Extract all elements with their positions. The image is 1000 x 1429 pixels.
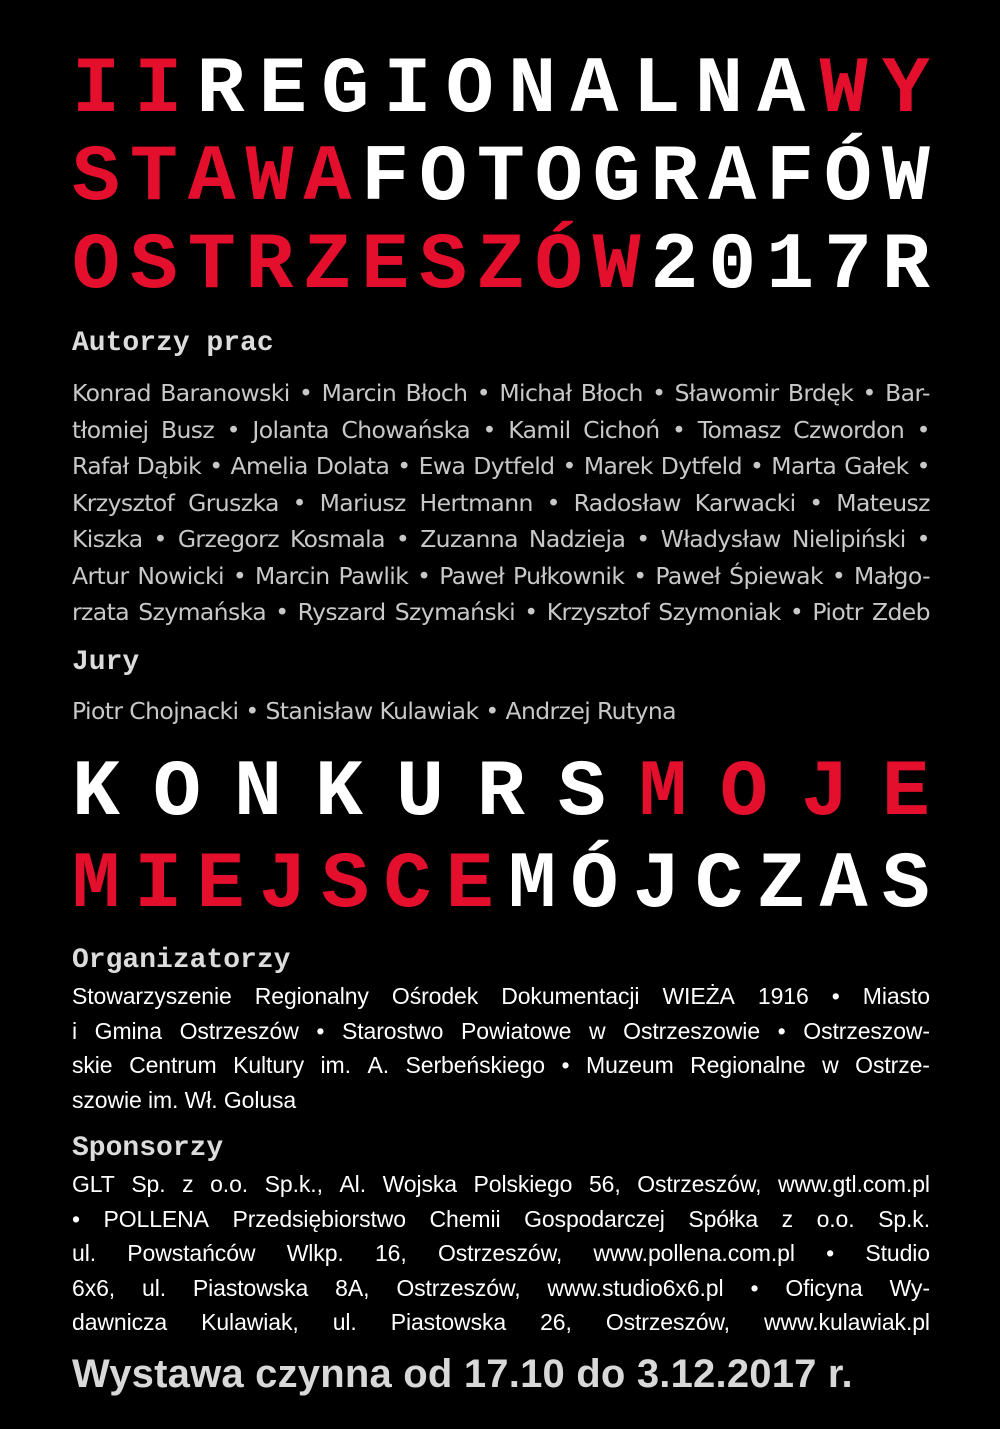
word: Studio xyxy=(865,1240,930,1266)
title-letter: A xyxy=(708,133,757,224)
organizers-line: szowie im. Wł. Golusa xyxy=(72,1086,297,1113)
word: Serbeńskiego xyxy=(405,1052,545,1078)
title-letter: W xyxy=(819,45,868,136)
word: dawnicza xyxy=(72,1309,168,1335)
sponsors-list xyxy=(72,1167,930,1340)
word: Michał xyxy=(499,379,572,407)
word: Amelia xyxy=(230,452,308,480)
title-letter: Z xyxy=(757,840,806,931)
title-letter: W xyxy=(245,133,294,224)
word: • xyxy=(153,525,167,553)
word: www.kulawiak.pl xyxy=(764,1309,930,1335)
title-letter: N xyxy=(233,748,282,839)
word: Gałek xyxy=(844,452,909,480)
word: Marek xyxy=(583,452,653,480)
word: Dytfeld xyxy=(660,452,742,480)
word: Marta xyxy=(771,452,837,480)
word: Krzysztof xyxy=(72,488,175,517)
title-row-3 xyxy=(72,221,930,312)
word: Powiatowe xyxy=(461,1017,572,1044)
word: Władysław xyxy=(660,525,781,553)
title-letter: S xyxy=(129,221,178,312)
word: Ostrzeszów, xyxy=(437,1240,563,1266)
word: • xyxy=(232,561,247,590)
word: • xyxy=(226,415,240,444)
word: w xyxy=(589,1017,606,1044)
sponsors-heading: Sponsorzy xyxy=(72,1133,224,1164)
title-letter: S xyxy=(557,748,606,839)
title-letter: G xyxy=(321,45,370,136)
word: Zuzanna xyxy=(420,525,518,553)
word: Kosmala xyxy=(290,525,385,553)
word: • xyxy=(636,525,650,553)
word: Marcin xyxy=(321,379,397,407)
title-letter: E xyxy=(881,748,930,839)
word: Chemii xyxy=(429,1205,501,1232)
word: Nowicki xyxy=(137,561,224,590)
authors-list xyxy=(72,375,930,631)
word: Pułkownik xyxy=(513,561,625,590)
word: POLLENA xyxy=(103,1205,209,1232)
title-letter: A xyxy=(187,133,236,224)
authors-line xyxy=(72,594,930,631)
title-letter: U xyxy=(395,748,444,839)
word: Ostrzeszów, xyxy=(396,1274,521,1301)
word: Rafał xyxy=(72,452,129,480)
title-letter: J xyxy=(632,840,681,931)
word: 6x6, xyxy=(72,1274,116,1301)
authors-line xyxy=(72,448,930,485)
title-letter: Z xyxy=(303,221,352,312)
word: Powstańców xyxy=(127,1240,256,1266)
word: Karwacki xyxy=(694,488,796,517)
word: Pawlik xyxy=(338,561,409,590)
word: Wy- xyxy=(889,1274,930,1301)
word: im. xyxy=(320,1052,351,1078)
word: A. xyxy=(367,1052,389,1078)
title-letter: N xyxy=(694,45,743,136)
word: • xyxy=(750,1274,759,1301)
poster xyxy=(72,45,930,1396)
word: Jolanta xyxy=(252,415,329,444)
jury-list: Piotr Chojnacki • Stanisław Kulawiak • Andrzej Rutyna xyxy=(72,696,676,725)
word: GLT xyxy=(72,1171,115,1197)
authors-heading: Autorzy prac xyxy=(72,328,274,359)
word: www.pollena.com.pl xyxy=(593,1240,795,1266)
word: Wojska xyxy=(382,1171,457,1197)
title-row-1 xyxy=(72,45,930,136)
word: www.gtl.com.pl xyxy=(777,1171,930,1197)
word: Błoch xyxy=(580,379,643,407)
word: • xyxy=(671,415,686,444)
title-row-2 xyxy=(72,133,930,224)
word: • xyxy=(417,561,431,590)
word: rzata xyxy=(72,598,130,626)
word: ul. xyxy=(142,1274,166,1301)
authors-line xyxy=(72,521,930,558)
word: ul. xyxy=(72,1240,96,1266)
organizers-line xyxy=(72,1048,930,1083)
title-letter: I xyxy=(134,840,183,931)
title-letter: M xyxy=(72,840,121,931)
title-letter: R xyxy=(650,133,699,224)
organizers-line xyxy=(72,979,930,1014)
sponsors-line xyxy=(72,1167,930,1202)
title-letter: M xyxy=(638,748,687,839)
word: Przedsiębiorstwo xyxy=(232,1205,406,1232)
authors-line xyxy=(72,375,930,412)
contest-row-1 xyxy=(72,748,930,839)
word: Zdeb xyxy=(871,598,930,626)
word: 26, xyxy=(540,1309,572,1335)
word: Ośrodek xyxy=(391,983,479,1009)
word: Tomasz xyxy=(697,415,781,444)
title-letter: E xyxy=(196,840,245,931)
word: Śpiewak xyxy=(729,561,823,590)
word: z xyxy=(182,1171,194,1197)
exhibition-dates: Wystawa czynna od 17.10 do 3.12.2017 r. xyxy=(72,1351,853,1396)
title-letter: Y xyxy=(881,45,930,136)
authors-line xyxy=(72,558,930,595)
word: 8A, xyxy=(335,1274,370,1301)
word: 1916 xyxy=(757,983,809,1009)
word: WIEŻA xyxy=(662,983,735,1009)
word: • xyxy=(275,598,289,626)
title-letter: K xyxy=(72,748,121,839)
word: Cichoń xyxy=(583,415,660,444)
word: Regionalne xyxy=(690,1052,806,1078)
word: • xyxy=(561,1052,570,1078)
jury-heading: Jury xyxy=(72,646,140,678)
word: w xyxy=(822,1052,839,1078)
word: Muzeum xyxy=(586,1052,674,1078)
word: Artur xyxy=(72,561,129,590)
title-letter: S xyxy=(419,221,468,312)
word: • xyxy=(292,488,306,517)
word: • xyxy=(72,1205,80,1232)
word: Hertmann xyxy=(419,488,533,517)
word: • xyxy=(809,488,823,517)
word: Gmina xyxy=(94,1017,162,1044)
title-letter: J xyxy=(258,840,307,931)
word: Sp. xyxy=(131,1171,166,1197)
word: Mariusz xyxy=(319,488,406,517)
word: • xyxy=(395,525,410,553)
word: 16, xyxy=(374,1240,407,1266)
word: Krzysztof xyxy=(546,598,650,626)
title-letter: R xyxy=(245,221,294,312)
word: Szymańska xyxy=(138,598,266,626)
word: Kamil xyxy=(508,415,571,444)
title-letter: L xyxy=(632,45,681,136)
word: • xyxy=(916,415,930,444)
title-letter: O xyxy=(72,221,121,312)
word: • xyxy=(209,452,223,480)
title-letter: O xyxy=(152,748,201,839)
word: Spółka xyxy=(688,1205,759,1232)
word: 56, xyxy=(588,1171,621,1197)
word: ul. xyxy=(332,1309,357,1335)
word: Szymoniak xyxy=(658,598,781,626)
title-letter: Ó xyxy=(534,221,583,312)
title-letter: R xyxy=(196,45,245,136)
word: Chowańska xyxy=(341,415,471,444)
word: Ostrzeszów, xyxy=(637,1171,762,1197)
word: Piastowska xyxy=(390,1309,507,1335)
word: Ewa xyxy=(418,452,466,480)
word: Czwordon xyxy=(793,415,905,444)
word: • xyxy=(476,379,491,407)
word: Gospodarczej xyxy=(524,1205,665,1232)
organizers-list xyxy=(72,979,930,1117)
sponsors-line xyxy=(72,1271,930,1306)
word: Sp.k., xyxy=(264,1171,323,1197)
title-letter: O xyxy=(534,133,583,224)
word: • xyxy=(524,598,538,626)
title-letter: 2 xyxy=(650,221,699,312)
word: Gruszka xyxy=(188,488,279,517)
word: • xyxy=(299,379,313,407)
word: • xyxy=(749,452,764,480)
title-letter: 7 xyxy=(823,221,872,312)
word: Brdęk xyxy=(787,379,854,407)
word: Konrad xyxy=(72,379,151,407)
organizers-heading: Organizatorzy xyxy=(72,945,291,976)
word: Piastowska xyxy=(192,1274,309,1301)
word: Błoch xyxy=(405,379,468,407)
title-letter: N xyxy=(508,45,557,136)
title-letter: A xyxy=(819,840,868,931)
word: Marcin xyxy=(254,561,330,590)
title-letter: 1 xyxy=(766,221,815,312)
word: Bar- xyxy=(885,379,930,407)
word: Centrum xyxy=(129,1052,217,1078)
word: z xyxy=(781,1205,794,1232)
word: Starostwo xyxy=(341,1017,444,1044)
word: Oficyna xyxy=(785,1274,863,1301)
title-letter: I xyxy=(72,45,121,136)
word: Dytfeld xyxy=(473,452,555,480)
word: Szymański xyxy=(394,598,516,626)
authors-line xyxy=(72,412,930,449)
title-letter: C xyxy=(694,840,743,931)
word: • xyxy=(916,525,930,553)
title-letter: C xyxy=(383,840,432,931)
word: Dokumentacji xyxy=(501,983,640,1009)
word: Radosław xyxy=(573,488,681,517)
word: Busz xyxy=(160,415,215,444)
word: o.o. xyxy=(210,1171,249,1197)
title-letter: A xyxy=(757,45,806,136)
title-letter: I xyxy=(134,45,183,136)
title-letter: E xyxy=(258,45,307,136)
word: Ostrzeszów xyxy=(179,1017,299,1044)
word: • xyxy=(633,561,647,590)
title-letter: Ó xyxy=(823,133,872,224)
title-letter: T xyxy=(476,133,525,224)
title-letter: O xyxy=(419,133,468,224)
word: Ostrzeszow- xyxy=(803,1017,930,1044)
word: Dąbik xyxy=(136,452,202,480)
contest-row-2 xyxy=(72,840,930,931)
title-letter: J xyxy=(800,748,849,839)
word: Nadzieja xyxy=(528,525,626,553)
word: • xyxy=(831,561,846,590)
word: • xyxy=(789,598,804,626)
word: Polskiego xyxy=(473,1171,573,1197)
word: Sławomir xyxy=(674,379,779,407)
word: • xyxy=(862,379,876,407)
word: • xyxy=(546,488,560,517)
title-letter: T xyxy=(187,221,236,312)
sponsors-line xyxy=(72,1202,930,1237)
title-letter: G xyxy=(592,133,641,224)
word: i xyxy=(72,1017,78,1044)
word: Baranowski xyxy=(160,379,290,407)
word: • xyxy=(562,452,576,480)
word: • xyxy=(652,379,666,407)
word: Mateusz xyxy=(836,488,930,517)
word: Wlkp. xyxy=(286,1240,344,1266)
word: Ostrzeszów, xyxy=(605,1309,730,1335)
word: Nielipiński xyxy=(791,525,906,553)
title-letter: T xyxy=(129,133,178,224)
title-letter: S xyxy=(72,133,121,224)
word: Ostrzeszowie xyxy=(623,1017,761,1044)
word: www.studio6x6.pl xyxy=(547,1274,724,1301)
word: Regionalny xyxy=(254,983,369,1009)
word: Paweł xyxy=(655,561,721,590)
word: Stowarzyszenie xyxy=(72,983,232,1009)
title-letter: M xyxy=(508,840,557,931)
word: Ryszard xyxy=(297,598,386,626)
word: • xyxy=(777,1017,786,1044)
word: Piotr xyxy=(812,598,863,626)
title-letter: O xyxy=(719,748,768,839)
title-letter: A xyxy=(303,133,352,224)
word: Grzegorz xyxy=(177,525,279,553)
word: tłomiej xyxy=(72,415,149,444)
title-letter: K xyxy=(314,748,363,839)
title-letter: O xyxy=(445,45,494,136)
title-letter: W xyxy=(881,133,930,224)
title-letter: F xyxy=(766,133,815,224)
organizers-line xyxy=(72,1014,930,1049)
word: Al. xyxy=(339,1171,366,1197)
title-letter: S xyxy=(881,840,930,931)
title-letter: I xyxy=(383,45,432,136)
word: Małgo- xyxy=(854,561,930,590)
title-letter: Ó xyxy=(570,840,619,931)
word: • xyxy=(316,1017,325,1044)
word: • xyxy=(397,452,411,480)
authors-line xyxy=(72,485,930,522)
title-letter: W xyxy=(592,221,641,312)
word: Ostrze- xyxy=(855,1052,930,1078)
word: Kiszka xyxy=(72,525,143,553)
word: Miasto xyxy=(862,983,930,1009)
title-letter: E xyxy=(445,840,494,931)
word: Kultury xyxy=(233,1052,304,1078)
word: Sp.k. xyxy=(878,1205,930,1232)
sponsors-line xyxy=(72,1236,930,1271)
word: • xyxy=(916,452,930,480)
word: o.o. xyxy=(816,1205,855,1232)
word: Paweł xyxy=(439,561,505,590)
title-letter: 0 xyxy=(708,221,757,312)
title-letter: S xyxy=(321,840,370,931)
word: • xyxy=(826,1240,835,1266)
title-letter: Z xyxy=(476,221,525,312)
word: Dolata xyxy=(315,452,390,480)
word: skie xyxy=(72,1052,113,1078)
word: Kulawiak, xyxy=(201,1309,299,1335)
word: • xyxy=(482,415,496,444)
title-letter: E xyxy=(361,221,410,312)
title-letter: R xyxy=(881,221,930,312)
sponsors-line xyxy=(72,1305,930,1340)
title-letter: F xyxy=(361,133,410,224)
word: • xyxy=(831,983,840,1009)
title-letter: A xyxy=(570,45,619,136)
title-letter: R xyxy=(476,748,525,839)
